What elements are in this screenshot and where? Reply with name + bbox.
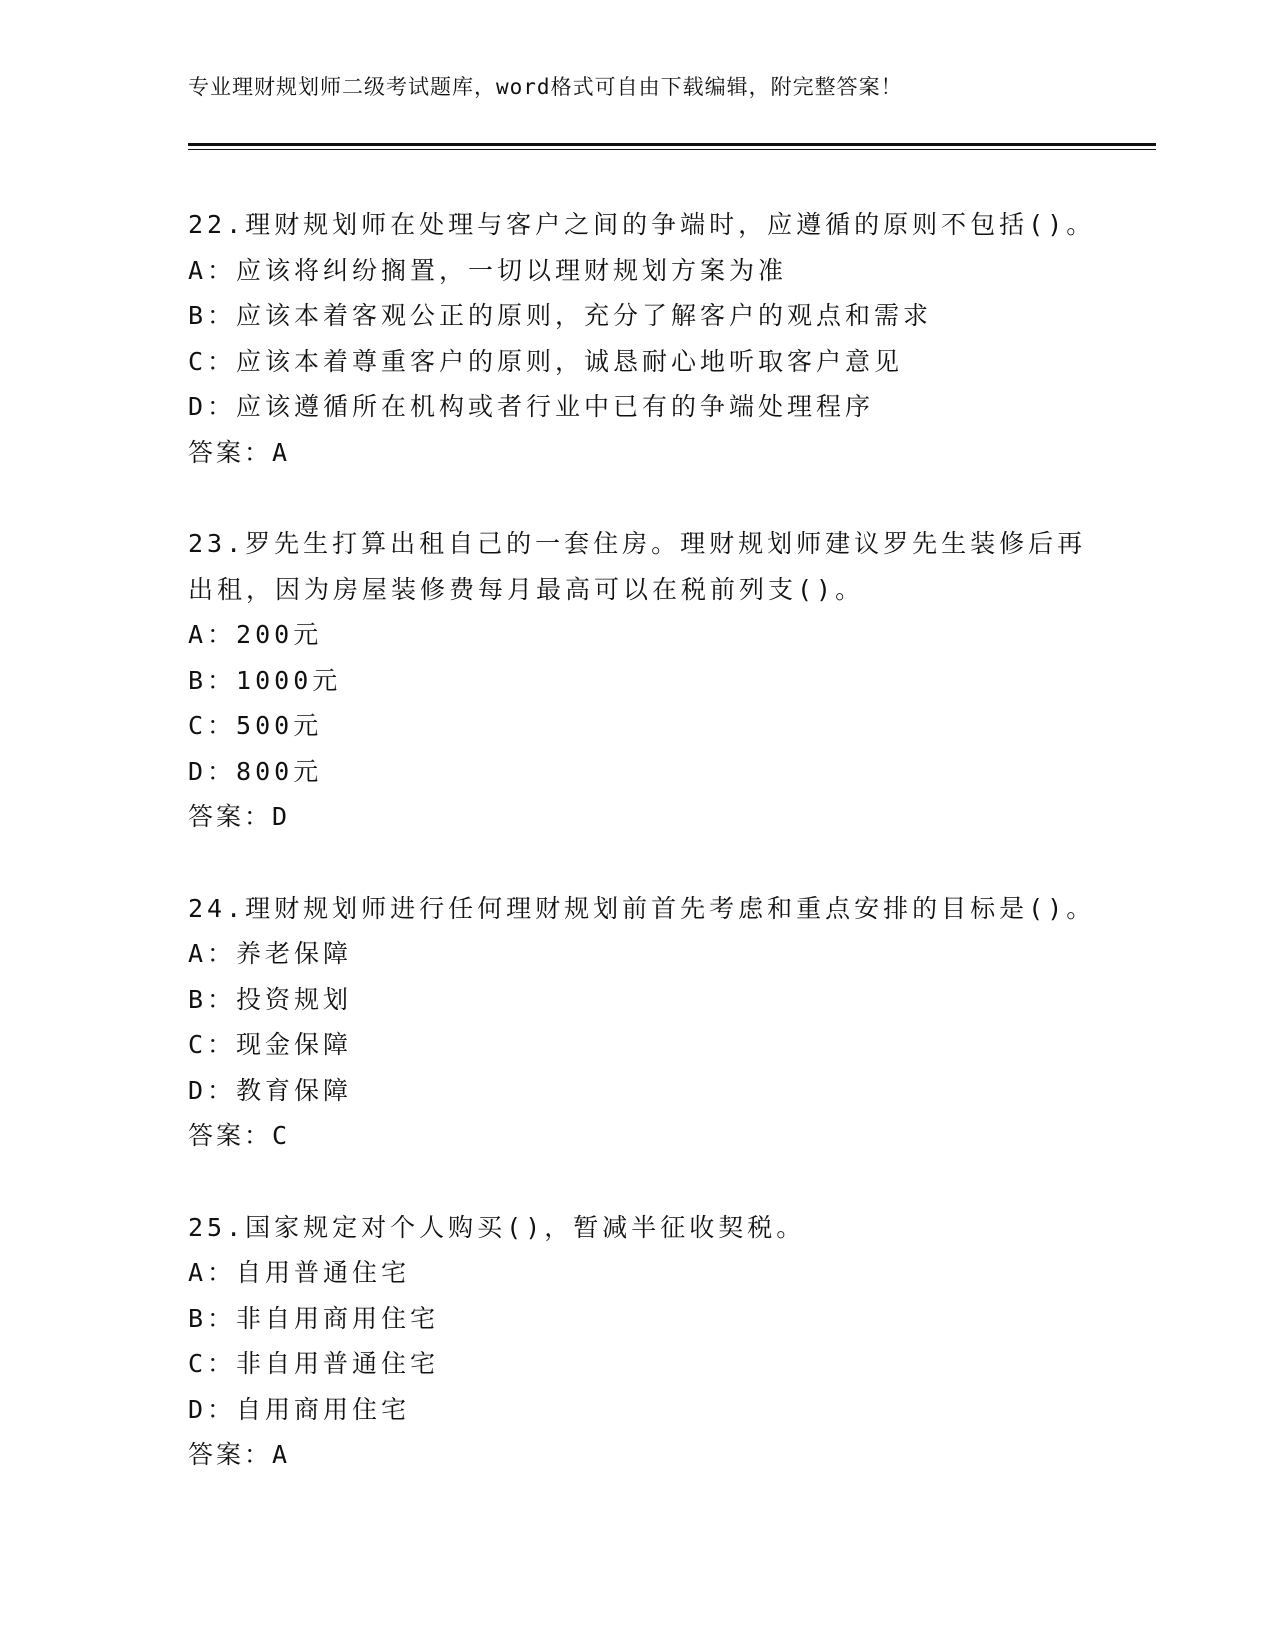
question-stem: 24.理财规划师进行任何理财规划前首先考虑和重点安排的目标是()。	[188, 893, 1096, 923]
answer-line	[188, 1432, 1088, 1478]
answer-label: 答案：	[188, 1121, 273, 1150]
option-d: D：应该遵循所在机构或者行业中已有的争端处理程序	[188, 392, 875, 421]
option-b: B：1000元	[188, 665, 342, 695]
option-a: A：200元	[188, 620, 323, 649]
header-rule-thin	[188, 149, 1156, 150]
option-d: D：自用商用住宅	[188, 1394, 411, 1424]
question-22	[188, 202, 1096, 475]
question-23	[188, 521, 1088, 840]
option-b: B：投资规划	[188, 984, 353, 1014]
answer-value: D	[272, 802, 292, 831]
option-c: C：非自用普通住宅	[188, 1349, 440, 1378]
header-rule-thick	[188, 143, 1156, 146]
answer-value: A	[272, 437, 292, 467]
answer-line	[188, 794, 1088, 840]
option-a: A：应该将纠纷搁置，一切以理财规划方案为准	[188, 255, 788, 285]
question-24	[188, 886, 1096, 1159]
question-stem: 23.罗先生打算出租自己的一套住房。理财规划师建议罗先生装修后再	[188, 529, 1087, 558]
option-c: C：现金保障	[188, 1030, 353, 1059]
option-a: A：自用普通住宅	[188, 1258, 411, 1287]
question-stem: 22.理财规划师在处理与客户之间的争端时，应遵循的原则不包括()。	[188, 210, 1096, 239]
answer-line	[188, 430, 1088, 476]
document-header: 专业理财规划师二级考试题库，word格式可自由下载编辑，附完整答案！	[188, 75, 903, 99]
answer-label: 答案：	[188, 437, 273, 467]
option-d: D：教育保障	[188, 1075, 353, 1105]
answer-label: 答案：	[188, 1440, 273, 1469]
option-d: D：800元	[188, 756, 323, 786]
question-25	[188, 1205, 1088, 1478]
option-c: C：应该本着尊重客户的原则，诚恳耐心地听取客户意见	[188, 346, 904, 376]
option-b: B：应该本着客观公正的原则，充分了解客户的观点和需求	[188, 301, 933, 330]
option-a: A：养老保障	[188, 939, 353, 968]
option-c: C：500元	[188, 711, 323, 740]
question-stem-continued: 出租，因为房屋装修费每月最高可以在税前列支()。	[188, 574, 865, 604]
question-list	[188, 202, 1096, 1524]
question-stem: 25.国家规定对个人购买()，暂减半征收契税。	[188, 1212, 806, 1242]
answer-value: C	[272, 1121, 292, 1150]
answer-line	[188, 1113, 1088, 1159]
answer-label: 答案：	[188, 802, 273, 831]
answer-value: A	[272, 1440, 292, 1469]
option-b: B：非自用商用住宅	[188, 1303, 440, 1333]
